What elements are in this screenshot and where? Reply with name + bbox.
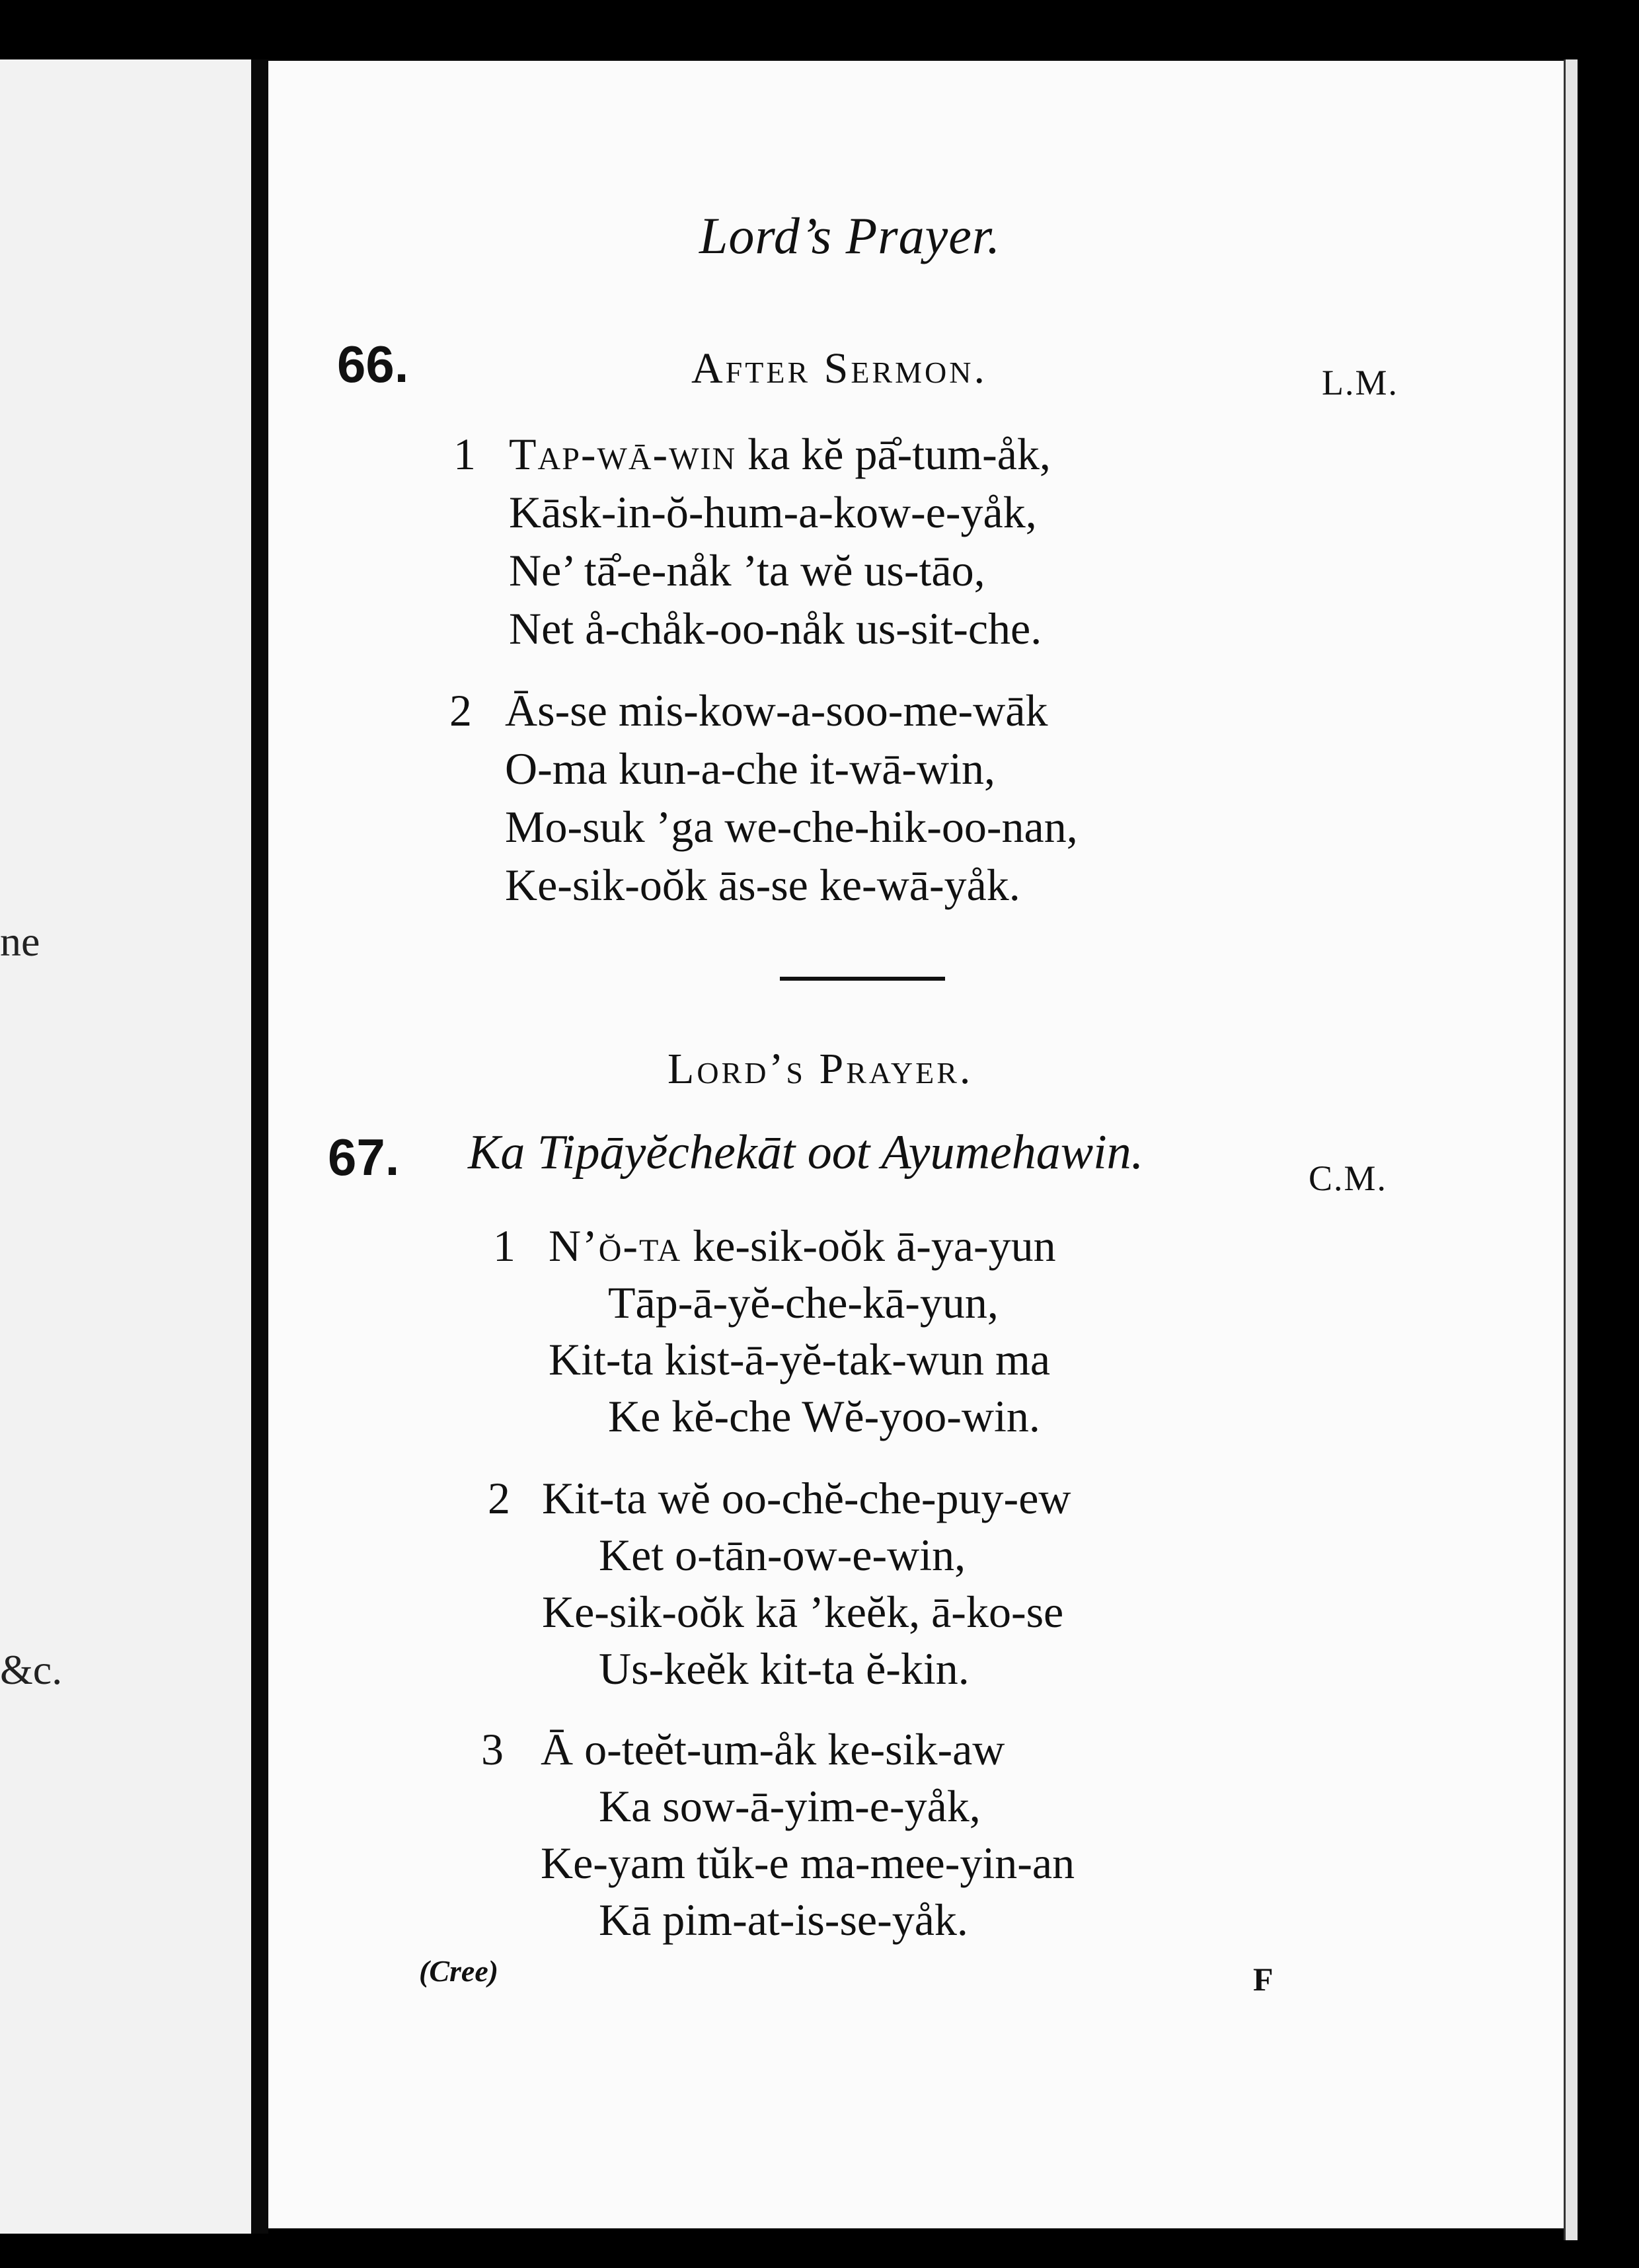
verse-lead-word: Tap-wā-win <box>509 429 737 479</box>
verse-number: 2 <box>488 1473 510 1523</box>
verse-line: Tāp-ā-yĕ-che-kā-yun, <box>608 1277 999 1328</box>
verse-number: 1 <box>493 1221 515 1271</box>
facing-page-fragment <box>0 59 251 2234</box>
verse-line: Ās-se mis-kow-a-soo-me-wāk <box>505 685 1048 736</box>
book-gutter <box>251 59 268 2234</box>
section-title: Lord’s Prayer. <box>667 1045 973 1093</box>
verse-line <box>549 1220 1056 1272</box>
verse-line: Kit-ta kist-ā-yĕ-tak-wun ma <box>549 1334 1051 1384</box>
facing-page-text-fragment: &c. <box>0 1646 63 1693</box>
section-divider <box>780 977 945 981</box>
hymn-title: After Sermon. <box>691 344 987 393</box>
verse-line: Us-keĕk kit-ta ĕ-kin. <box>599 1644 970 1694</box>
verse-line: Ka sow-ā-yim-e-yåk, <box>599 1781 981 1831</box>
verse-line: Net å-chåk-oo-nåk us-sit-che. <box>509 603 1042 654</box>
page-edge <box>1564 59 1578 2240</box>
verse-line: Ke-sik-oŏk ās-se ke-wā-yåk. <box>505 860 1020 910</box>
verse-number: 3 <box>481 1724 504 1774</box>
signature-letter: F <box>1253 1961 1274 1998</box>
verse-line: Ket o-tān-ow-e-win, <box>599 1530 966 1580</box>
verse-line: Ke-sik-oŏk kā ’keĕk, ā-ko-se <box>542 1587 1064 1637</box>
verse-line: Kit-ta wĕ oo-chĕ-che-puy-ew <box>542 1473 1071 1523</box>
verse-line: Ke-yam tŭk-e ma-mee-yin-an <box>541 1838 1075 1888</box>
verse-line: Mo-suk ’ga we-che-hik-oo-nan, <box>505 802 1078 852</box>
hymn-number: 67. <box>328 1128 400 1186</box>
verse-line: Ke kĕ-che Wĕ-yoo-win. <box>608 1391 1040 1441</box>
hymn-meter: C.M. <box>1309 1158 1388 1198</box>
signature-mark: (Cree) <box>419 1954 499 1988</box>
verse-line: O-ma kun-a-che it-wā-win, <box>505 743 996 794</box>
running-head: Lord’s Prayer. <box>699 207 1001 264</box>
verse-lead-word: N’ŏ-ta <box>549 1221 682 1271</box>
verse-line <box>509 428 1051 480</box>
verse-line-rest: ka kĕ pā̊-tum-åk, <box>736 429 1051 479</box>
verse-line: Ā o-teĕt-um-åk ke-sik-aw <box>541 1724 1005 1774</box>
verse-line: Ne’ tā̊-e-nåk ’ta wĕ us-tāo, <box>509 545 985 595</box>
verse-number: 1 <box>453 429 476 479</box>
verse-number: 2 <box>449 685 472 736</box>
verse-line: Kāsk-in-ŏ-hum-a-kow-e-yåk, <box>509 487 1037 537</box>
verse-line-rest: ke-sik-oŏk ā-ya-yun <box>681 1221 1056 1271</box>
facing-page-text-fragment: ne <box>0 918 40 965</box>
hymn-title: Ka Tipāyĕchekāt oot Ayumehawin. <box>468 1125 1144 1180</box>
hymn-number: 66. <box>337 335 409 393</box>
hymn-meter: L.M. <box>1322 363 1398 402</box>
verse-line: Kā pim-at-is-se-yåk. <box>599 1895 968 1945</box>
